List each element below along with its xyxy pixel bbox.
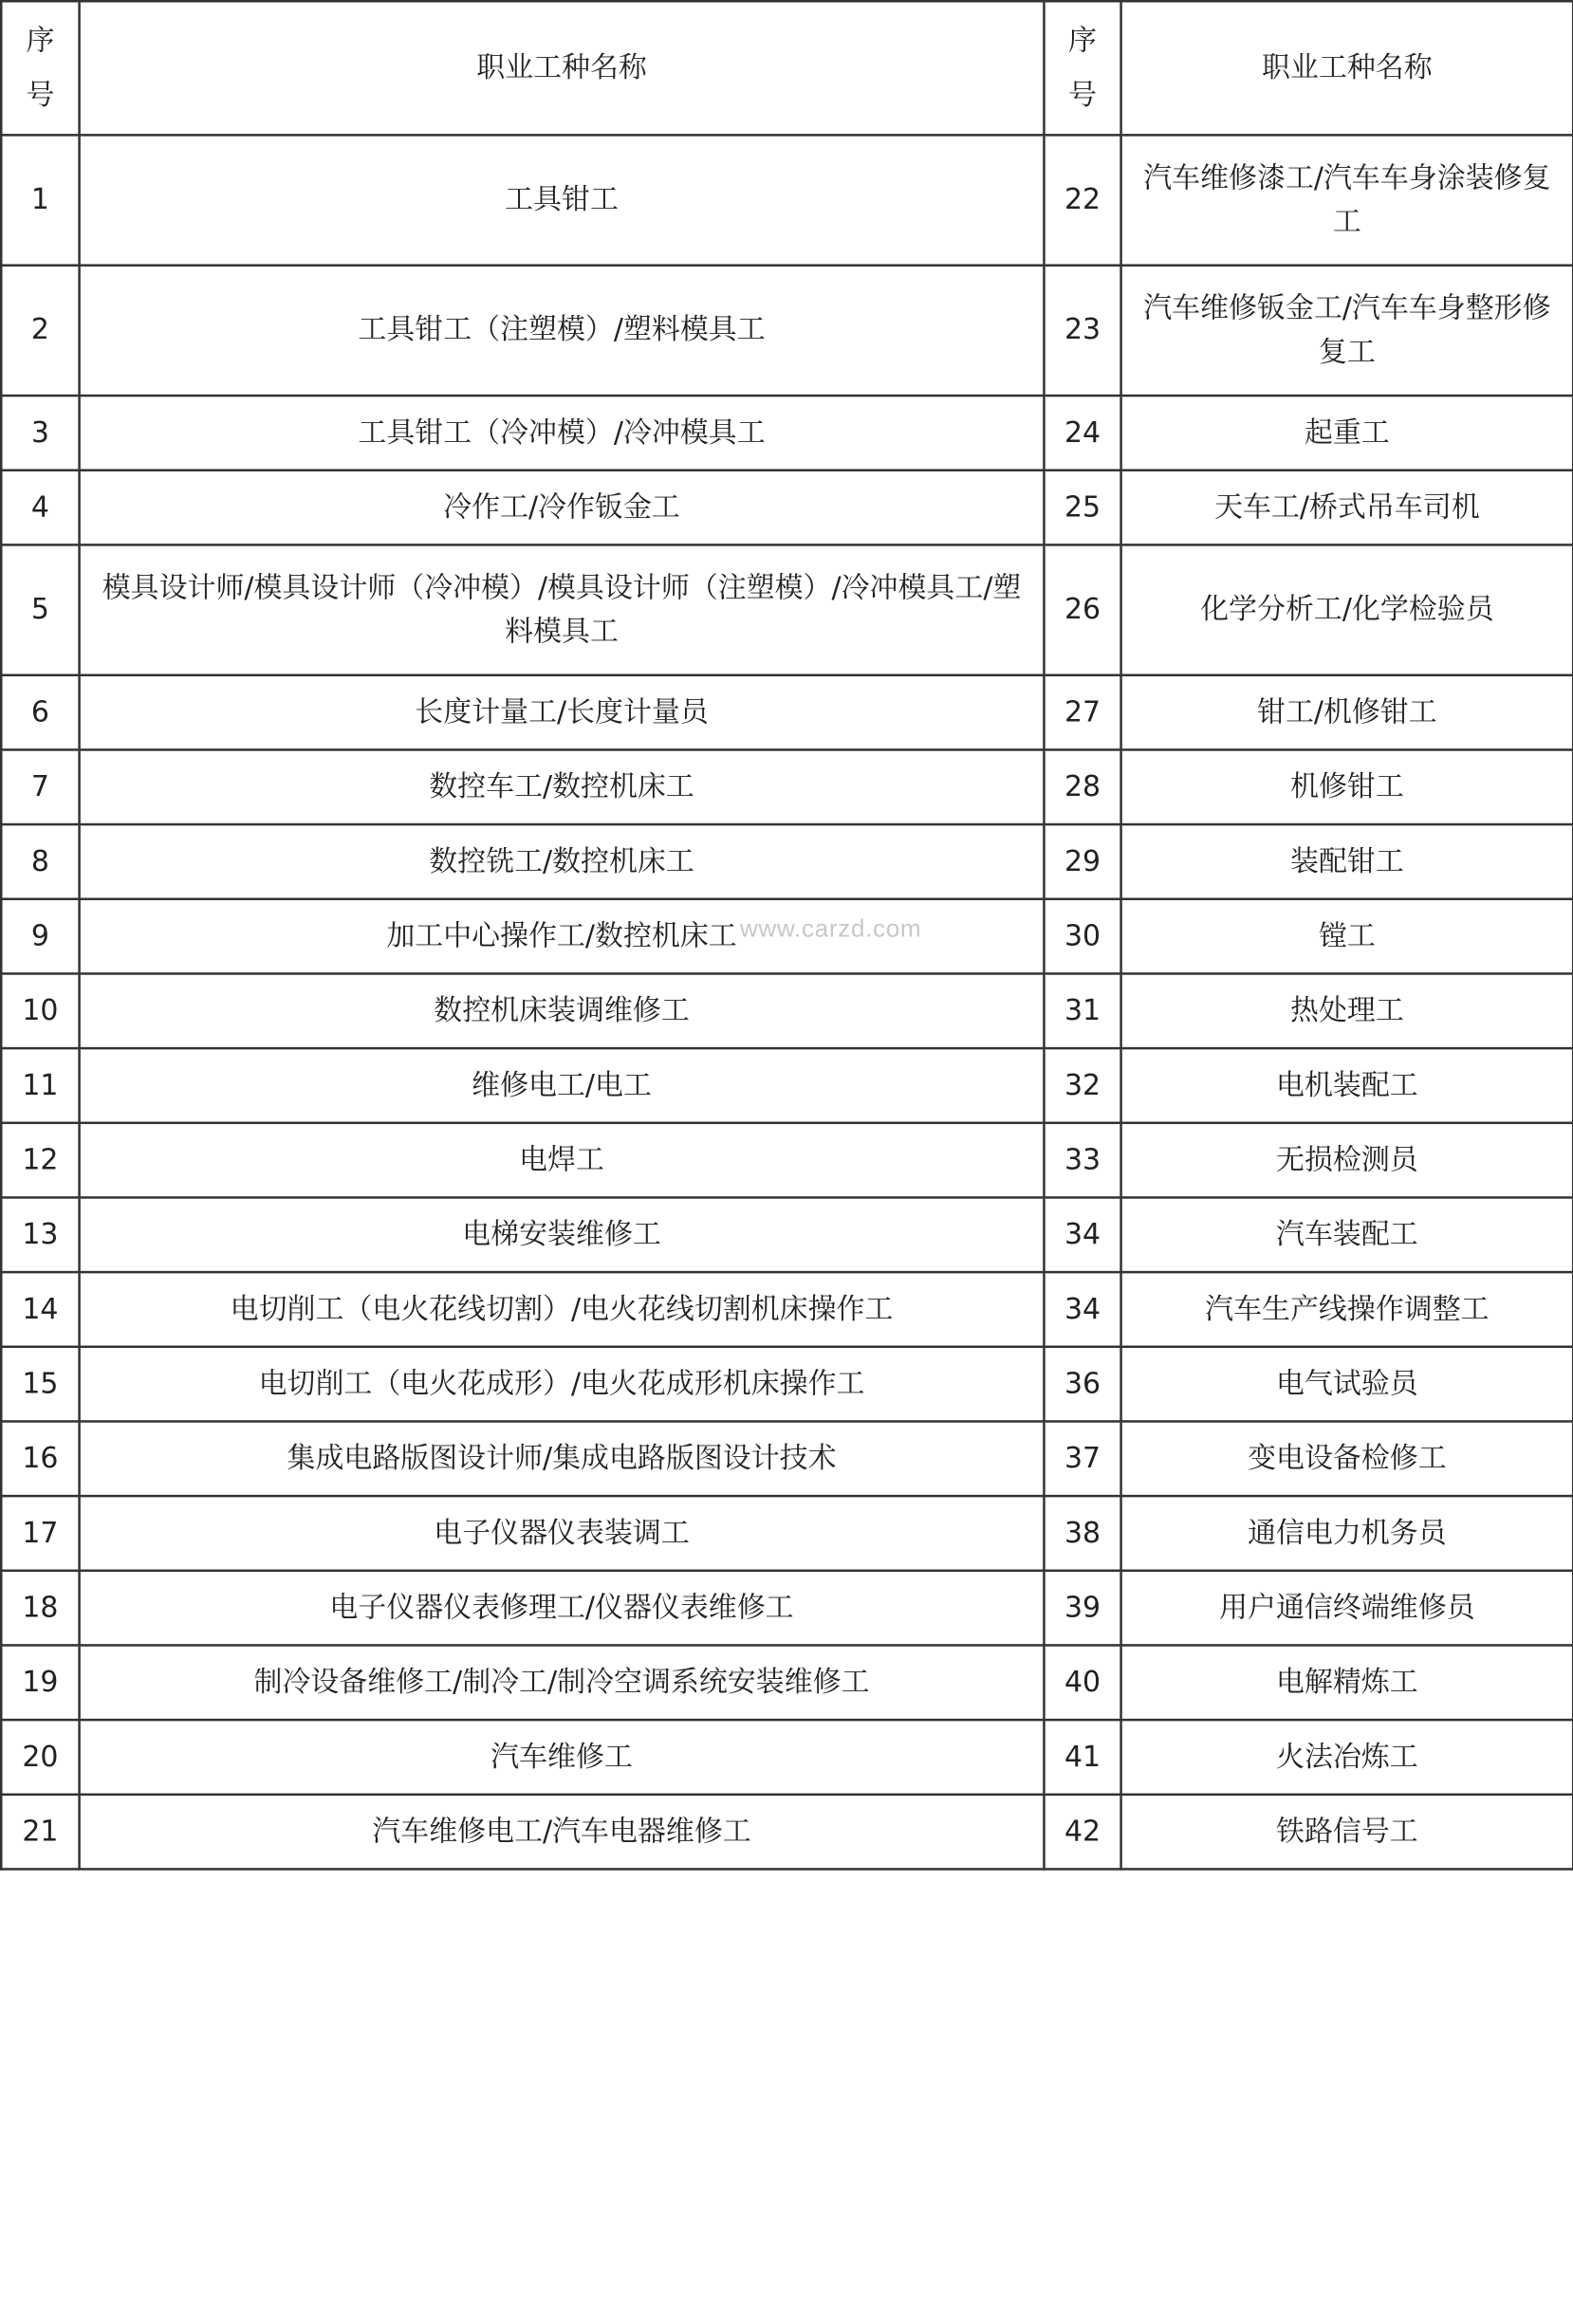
occupation-name-left: 工具钳工（注塑模）/塑料模具工 <box>80 266 1045 396</box>
serial-left: 19 <box>1 1645 79 1720</box>
serial-right: 33 <box>1044 1123 1120 1198</box>
table-row <box>1 1496 1573 1571</box>
serial-left: 8 <box>1 824 79 899</box>
occupation-name-right: 汽车装配工 <box>1121 1197 1573 1272</box>
serial-left: 15 <box>1 1347 79 1422</box>
table-row <box>1 1720 1573 1795</box>
occupation-name-right: 起重工 <box>1121 396 1573 470</box>
occupation-name-left: 工具钳工 <box>80 135 1045 265</box>
serial-right: 41 <box>1044 1720 1120 1795</box>
occupation-name-right: 电气试验员 <box>1121 1347 1573 1422</box>
occupation-name-left: 长度计量工/长度计量员 <box>80 675 1045 750</box>
occupation-name-right: 镗工 <box>1121 899 1573 974</box>
occupation-name-left: 数控车工/数控机床工 <box>80 749 1045 824</box>
serial-right: 39 <box>1044 1571 1120 1646</box>
occupation-name-right: 无损检测员 <box>1121 1123 1573 1198</box>
serial-right: 34 <box>1044 1197 1120 1272</box>
table-row <box>1 899 1573 974</box>
occupation-name-left: 维修电工/电工 <box>80 1048 1045 1123</box>
table-row <box>1 675 1573 750</box>
occupation-name-left: 工具钳工（冷冲模）/冷冲模具工 <box>80 396 1045 470</box>
serial-right: 28 <box>1044 749 1120 824</box>
serial-left: 20 <box>1 1720 79 1795</box>
occupation-name-left: 电焊工 <box>80 1123 1045 1198</box>
serial-left: 7 <box>1 749 79 824</box>
occupation-name-right: 机修钳工 <box>1121 749 1573 824</box>
serial-left: 9 <box>1 899 79 974</box>
table-row <box>1 266 1573 396</box>
occupation-name-right: 天车工/桥式吊车司机 <box>1121 470 1573 545</box>
watermark: www.carzd.com <box>739 915 922 943</box>
header-serial-left: 序 号 <box>1 1 79 135</box>
occupation-name-left: 数控铣工/数控机床工 <box>80 824 1045 899</box>
serial-right: 29 <box>1044 824 1120 899</box>
serial-right: 25 <box>1044 470 1120 545</box>
serial-right: 34 <box>1044 1272 1120 1347</box>
occupation-name-right: 电解精炼工 <box>1121 1645 1573 1720</box>
occupation-name-left: 冷作工/冷作钣金工 <box>80 470 1045 545</box>
serial-left: 12 <box>1 1123 79 1198</box>
table-row <box>1 749 1573 824</box>
serial-left: 1 <box>1 135 79 265</box>
occupation-name-right: 电机装配工 <box>1121 1048 1573 1123</box>
occupation-name-right: 铁路信号工 <box>1121 1795 1573 1870</box>
serial-left: 11 <box>1 1048 79 1123</box>
occupation-name-right: 用户通信终端维修员 <box>1121 1571 1573 1646</box>
table-row <box>1 1571 1573 1646</box>
serial-left: 18 <box>1 1571 79 1646</box>
header-name-left: 职业工种名称 <box>80 1 1045 135</box>
serial-left: 13 <box>1 1197 79 1272</box>
serial-left: 16 <box>1 1421 79 1496</box>
occupation-name-right: 钳工/机修钳工 <box>1121 675 1573 750</box>
table-row <box>1 544 1573 674</box>
occupation-name-left: 汽车维修电工/汽车电器维修工 <box>80 1795 1045 1870</box>
table-row <box>1 1795 1573 1870</box>
table-row <box>1 135 1573 265</box>
serial-left: 3 <box>1 396 79 470</box>
header-name-right: 职业工种名称 <box>1121 1 1573 135</box>
occupation-name-left: 电切削工（电火花成形）/电火花成形机床操作工 <box>80 1347 1045 1422</box>
table-row <box>1 396 1573 470</box>
occupation-name-right: 汽车生产线操作调整工 <box>1121 1272 1573 1347</box>
serial-right: 22 <box>1044 135 1120 265</box>
serial-right: 38 <box>1044 1496 1120 1571</box>
occupation-name-left: 电子仪器仪表装调工 <box>80 1496 1045 1571</box>
serial-right: 27 <box>1044 675 1120 750</box>
serial-left: 6 <box>1 675 79 750</box>
occupation-name-left: 电切削工（电火花线切割）/电火花线切割机床操作工 <box>80 1272 1045 1347</box>
serial-right: 23 <box>1044 266 1120 396</box>
occupation-name-left: 数控机床装调维修工 <box>80 973 1045 1048</box>
serial-right: 31 <box>1044 973 1120 1048</box>
serial-right: 36 <box>1044 1347 1120 1422</box>
occupation-name-right: 变电设备检修工 <box>1121 1421 1573 1496</box>
table-row <box>1 1421 1573 1496</box>
occupation-name-left: 电子仪器仪表修理工/仪器仪表维修工 <box>80 1571 1045 1646</box>
table-row <box>1 470 1573 545</box>
serial-right: 40 <box>1044 1645 1120 1720</box>
header-row <box>1 1 1573 135</box>
serial-left: 14 <box>1 1272 79 1347</box>
occupation-name-right: 汽车维修钣金工/汽车车身整形修复工 <box>1121 266 1573 396</box>
occupation-name-left: 电梯安装维修工 <box>80 1197 1045 1272</box>
serial-left: 2 <box>1 266 79 396</box>
occupation-name-right: 化学分析工/化学检验员 <box>1121 544 1573 674</box>
table-row <box>1 1272 1573 1347</box>
serial-left: 5 <box>1 544 79 674</box>
serial-left: 17 <box>1 1496 79 1571</box>
table-row <box>1 824 1573 899</box>
serial-right: 42 <box>1044 1795 1120 1870</box>
serial-right: 24 <box>1044 396 1120 470</box>
serial-right: 30 <box>1044 899 1120 974</box>
serial-left: 4 <box>1 470 79 545</box>
serial-right: 32 <box>1044 1048 1120 1123</box>
table-row <box>1 973 1573 1048</box>
table-row <box>1 1197 1573 1272</box>
serial-left: 21 <box>1 1795 79 1870</box>
occupation-name-right: 火法冶炼工 <box>1121 1720 1573 1795</box>
serial-right: 26 <box>1044 544 1120 674</box>
serial-right: 37 <box>1044 1421 1120 1496</box>
table-body <box>1 135 1573 1869</box>
occupation-name-left: 模具设计师/模具设计师（冷冲模）/模具设计师（注塑模）/冷冲模具工/塑料模具工 <box>80 544 1045 674</box>
table-row <box>1 1645 1573 1720</box>
header-serial-right: 序 号 <box>1044 1 1120 135</box>
occupation-name-left: 汽车维修工 <box>80 1720 1045 1795</box>
table-row <box>1 1347 1573 1422</box>
occupation-name-right: 热处理工 <box>1121 973 1573 1048</box>
serial-left: 10 <box>1 973 79 1048</box>
occupation-name-right: 通信电力机务员 <box>1121 1496 1573 1571</box>
table-row <box>1 1048 1573 1123</box>
table-row <box>1 1123 1573 1198</box>
occupation-name-left: 制冷设备维修工/制冷工/制冷空调系统安装维修工 <box>80 1645 1045 1720</box>
occupation-name-right: 装配钳工 <box>1121 824 1573 899</box>
occupation-name-right: 汽车维修漆工/汽车车身涂装修复工 <box>1121 135 1573 265</box>
occupation-name-left: 加工中心操作工/数控机床工 <box>80 899 1045 974</box>
occupation-name-left: 集成电路版图设计师/集成电路版图设计技术 <box>80 1421 1045 1496</box>
